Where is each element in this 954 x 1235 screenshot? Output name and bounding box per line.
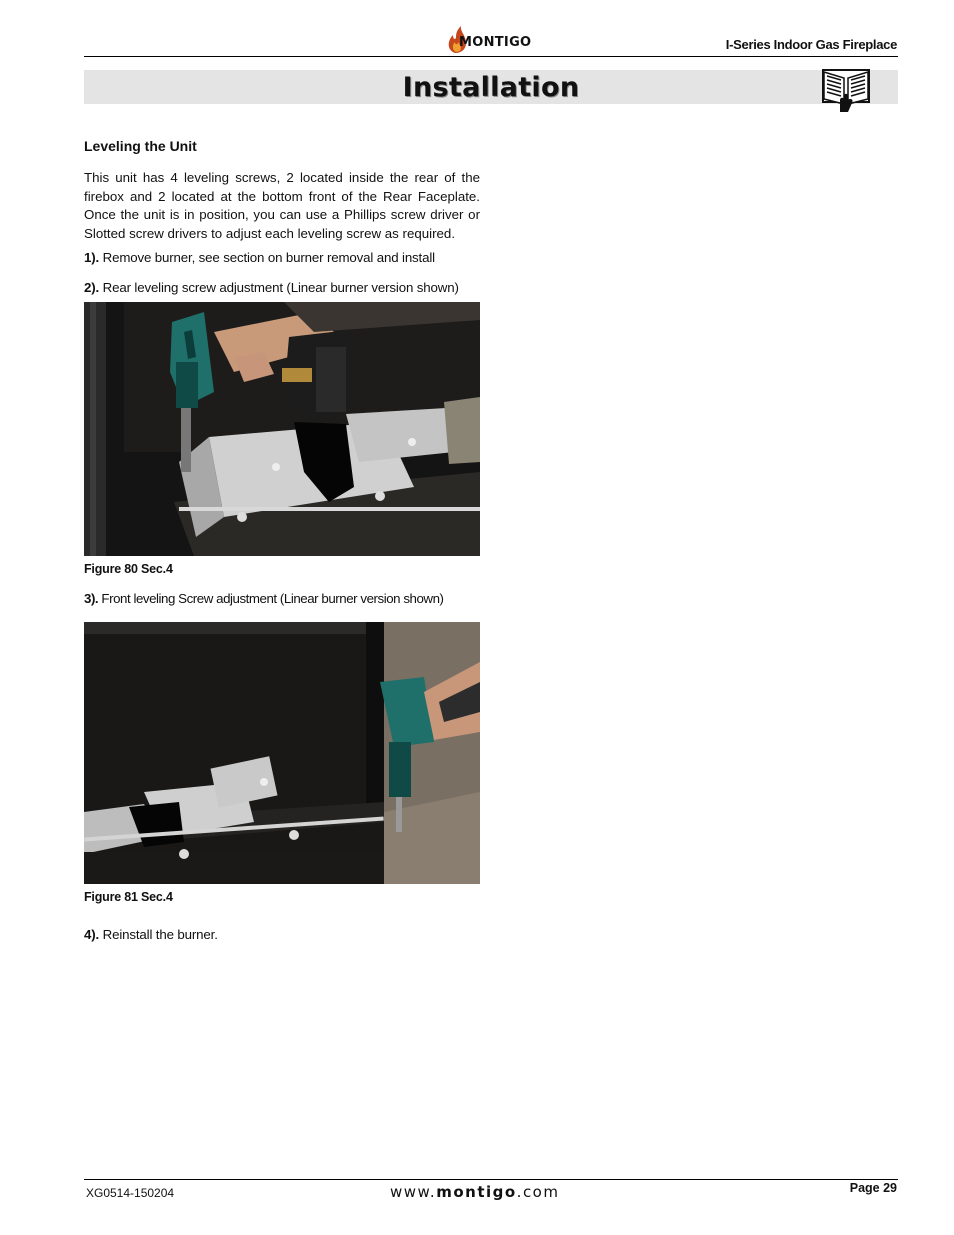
section-title: Installation: [402, 72, 580, 103]
step-2: [84, 279, 480, 297]
leveling-heading: Leveling the Unit: [84, 138, 197, 154]
step-text: Rear leveling screw adjustment (Linear burner version shown): [102, 279, 459, 295]
content-column: [84, 138, 480, 956]
step-number: 1).: [84, 249, 100, 265]
website-prefix: www.: [390, 1183, 437, 1201]
header-divider: [84, 56, 898, 57]
website-url: [390, 1183, 559, 1201]
step-text: Front leveling Screw adjustment (Linear burner version shown): [101, 590, 444, 606]
page-number: Page 29: [849, 1181, 897, 1195]
rear-leveling-photo-illustration: [84, 302, 480, 556]
brand-logo: [445, 26, 537, 54]
step-number: 3).: [84, 590, 99, 606]
figure-80-caption: Figure 80 Sec.4: [84, 561, 173, 576]
step-text: Remove burner, see section on burner removal and install: [102, 249, 435, 265]
step-text: Reinstall the burner.: [102, 926, 218, 942]
document-title: I-Series Indoor Gas Fireplace: [725, 37, 897, 52]
step-4: [84, 926, 480, 944]
document-code: XG0514-150204: [86, 1186, 175, 1200]
intro-paragraph: This unit has 4 leveling screws, 2 located inside the rear of the firebox and 2 located at the bottom front of the Rear Faceplate. Once the unit is in position, you can use a Phillips screw driver or Slotted screw drivers to adjust each leveling screw as required.: [84, 170, 480, 242]
figure-80-photo: [84, 302, 480, 556]
website-brand: montigo: [436, 1183, 517, 1201]
figure-81-photo: [84, 622, 480, 884]
step-3: [84, 590, 480, 608]
installation-manual-hand-icon: [820, 66, 872, 112]
footer-divider: [84, 1179, 898, 1180]
website-suffix: .com: [516, 1183, 560, 1201]
step-number: 2).: [84, 279, 100, 295]
front-leveling-photo-illustration: [84, 622, 480, 884]
section-banner: [84, 70, 898, 104]
step-number: 4).: [84, 926, 100, 942]
step-1: [84, 249, 480, 267]
brand-wordmark: MONTIGO: [459, 35, 532, 50]
figure-81-caption: Figure 81 Sec.4: [84, 889, 173, 904]
